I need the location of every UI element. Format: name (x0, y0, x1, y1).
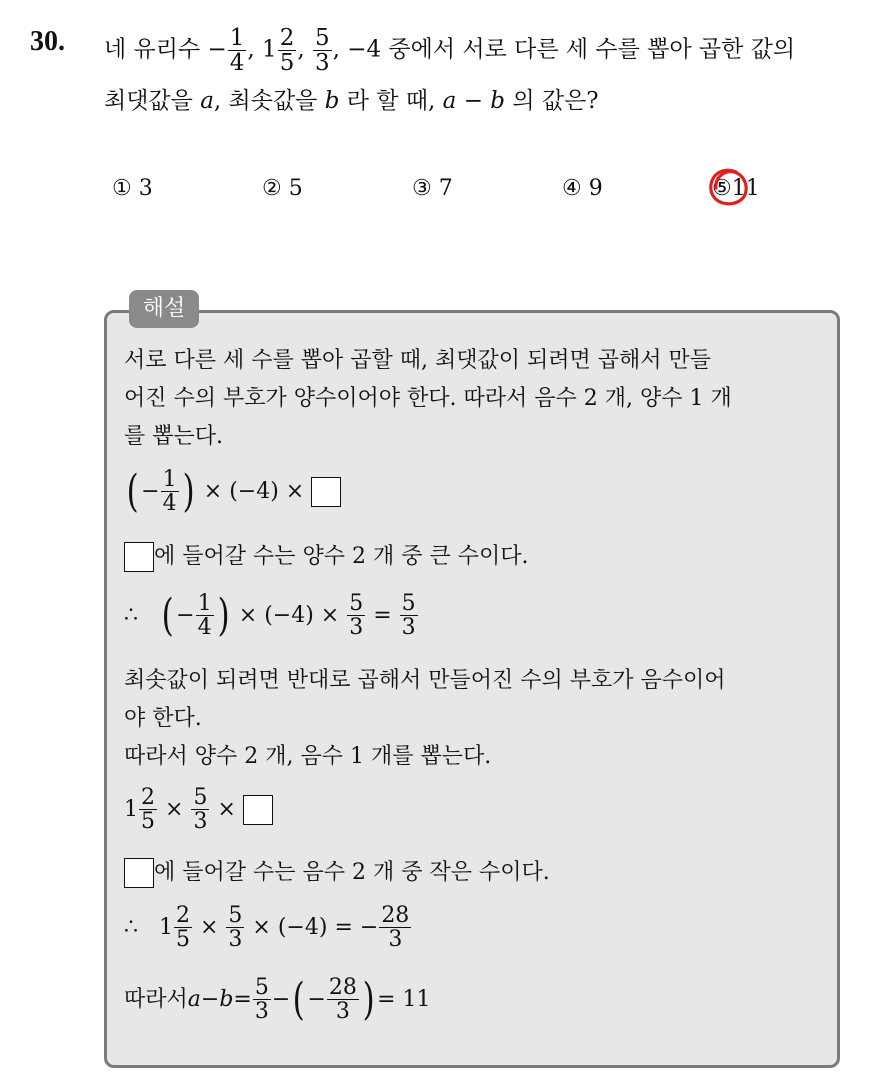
choice-3[interactable]: ③ 7 (412, 176, 453, 201)
equation-2: ∴ ( − $\frac{1}{4}$ ) × (−4) × $\frac{5}{3}$ = $\frac{5}{3}$ (124, 589, 416, 641)
equation-3: 1 $\frac{2}{5}$ × $\frac{5}{3}$ × (124, 786, 273, 833)
question-line-1 (104, 26, 795, 75)
choice-2[interactable]: ② 5 (262, 176, 303, 201)
question-line-2: 최댓값을 a, 최솟값을 b 라 할 때, a − b 의 값은? (104, 88, 599, 114)
comma: , (332, 36, 340, 63)
solution-line: 서로 다른 세 수를 뽑아 곱할 때, 최댓값이 되려면 곱해서 만들 (124, 348, 711, 373)
solution-line: 야 한다. (124, 706, 202, 731)
solution-line: 에 들어갈 수는 양수 2 개 중 큰 수이다. (124, 542, 528, 572)
blank-box (124, 858, 154, 888)
choice-1[interactable]: ① 3 (112, 176, 153, 201)
question-text: 네 유리수 (104, 36, 208, 63)
comma: , (247, 36, 255, 63)
final-answer-line: 따라서 a − b = $\frac{5}{3}$ − ( − $\frac{28}{3}$ ) = 11 (124, 973, 431, 1025)
equation-4: ∴ 1 $\frac{2}{5}$ × $\frac{5}{3}$ × (−4) = − $\frac{28}{3}$ (124, 903, 410, 953)
answer-circle-mark (706, 166, 750, 210)
choice-5[interactable]: ⑤11 (712, 176, 760, 201)
question-text: −4 중에서 서로 다른 세 수를 뽑아 곱한 값의 (347, 36, 796, 63)
solution-line: 최솟값이 되려면 반대로 곱해서 만들어진 수의 부호가 음수이어 (124, 668, 726, 693)
blank-box (311, 477, 341, 507)
equation-1: ( − $\frac{1}{4}$ ) × (−4) × (124, 468, 341, 515)
fraction-1-4: $\frac{1}{4}$ (229, 25, 245, 77)
mixed-whole: 1 (262, 36, 277, 63)
comma: , (297, 36, 305, 63)
solution-tag: 해설 (129, 290, 199, 328)
solution-line: 를 뽑는다. (124, 424, 223, 449)
blank-box (124, 542, 154, 572)
solution-line: 에 들어갈 수는 음수 2 개 중 작은 수이다. (124, 858, 550, 888)
solution-line: 따라서 양수 2 개, 음수 1 개를 뽑는다. (124, 744, 492, 769)
solution-line: 어진 수의 부호가 양수이어야 한다. 따라서 음수 2 개, 양수 1 개 (124, 386, 732, 411)
minus-sign: − (207, 36, 227, 63)
choice-4[interactable]: ④ 9 (562, 176, 603, 201)
fraction-5-3: $\frac{5}{3}$ (314, 25, 330, 77)
blank-box (243, 795, 273, 825)
fraction-2-5: $\frac{2}{5}$ (279, 25, 295, 77)
question-number: 30. (30, 26, 65, 57)
